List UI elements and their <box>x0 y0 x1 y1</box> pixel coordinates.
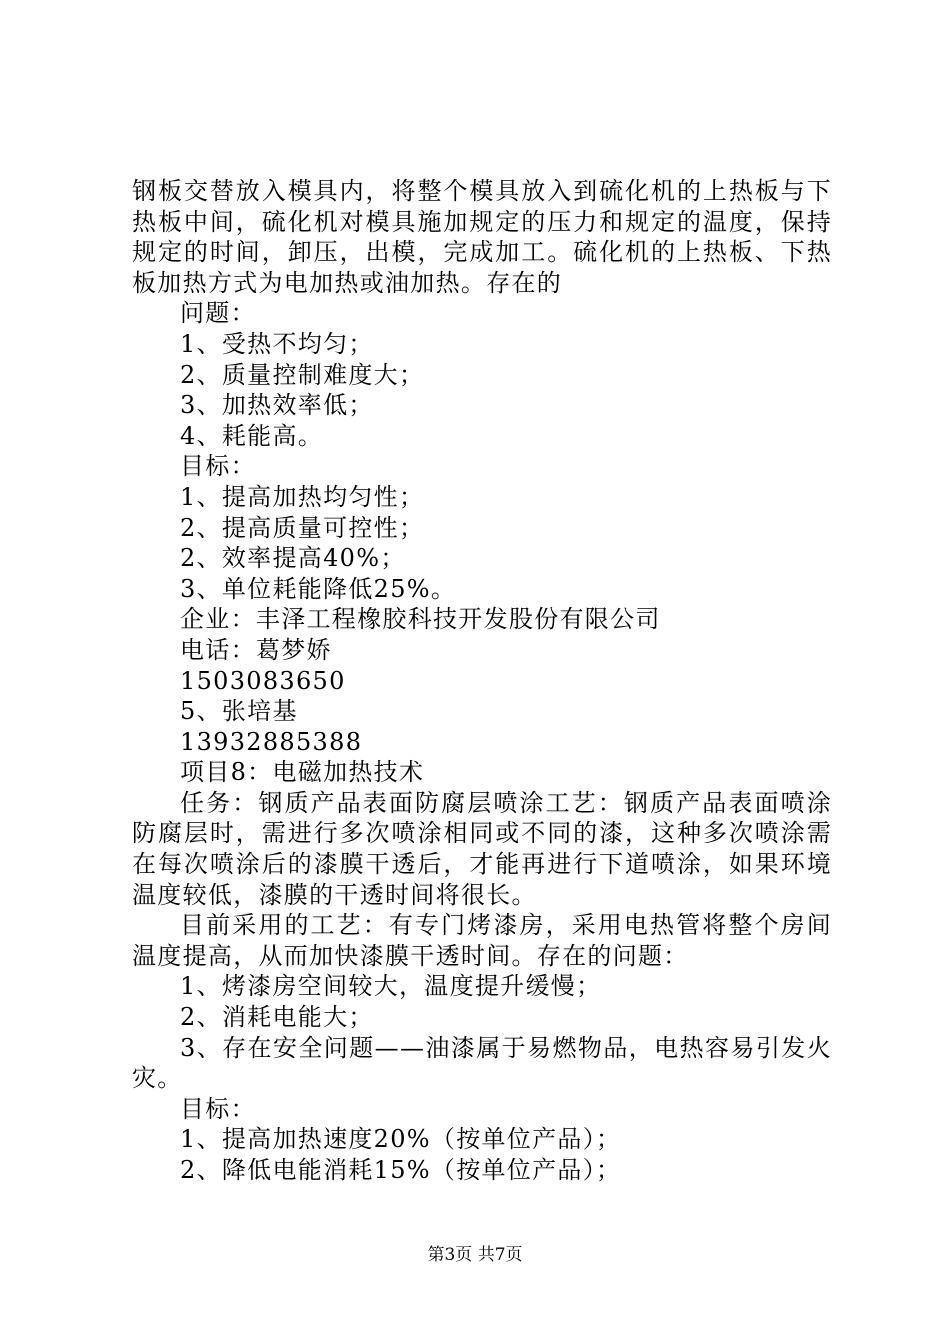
contact-line: 电话：葛梦娇 <box>180 635 332 664</box>
list-item: 1、提高加热速度20%（按单位产品）； <box>180 1125 622 1154</box>
list-item: 3、单位耗能降低25%。 <box>180 574 457 603</box>
section-label: 问题： <box>180 299 256 328</box>
text-line: 灾。 <box>132 1064 183 1093</box>
list-item: 2、提高质量可控性； <box>180 513 425 542</box>
text-line: 钢板交替放入模具内，将整个模具放入到硫化机的上热板与下 <box>132 177 832 205</box>
text-line: 在每次喷涂后的漆膜干透后，才能再进行下道喷涂，如果环境 <box>132 850 832 879</box>
project-heading: 项目8：电磁加热技术 <box>180 758 425 787</box>
list-item: 1、受热不均匀； <box>180 329 374 358</box>
text-line: 热板中间，硫化机对模具施加规定的压力和规定的温度，保持 <box>132 207 832 236</box>
text-line: 温度较低，漆膜的干透时间将很长。 <box>132 880 537 909</box>
text-line: 目前采用的工艺：有专门烤漆房，采用电热管将整个房间 <box>180 911 832 940</box>
text-line: 板加热方式为电加热或油加热。存在的 <box>132 268 563 297</box>
text-line: 温度提高，从而加快漆膜干透时间。存在的问题： <box>132 941 689 970</box>
list-item: 2、消耗电能大； <box>180 1003 374 1032</box>
contact-line: 5、张培基 <box>180 697 298 726</box>
list-item: 4、耗能高。 <box>180 421 324 450</box>
page-number: 第3页 共7页 <box>427 1245 523 1265</box>
list-item: 2、效率提高40%； <box>180 544 406 573</box>
document-body <box>132 176 832 1186</box>
section-label: 目标： <box>180 452 256 481</box>
list-item: 3、存在安全问题——油漆属于易燃物品，电热容易引发火 <box>180 1033 832 1062</box>
list-item: 2、降低电能消耗15%（按单位产品）； <box>180 1156 622 1184</box>
text-line: 防腐层时，需进行多次喷涂相同或不同的漆，这种多次喷涂需 <box>132 819 832 848</box>
list-item: 2、质量控制难度大； <box>180 360 425 389</box>
company-line: 企业：丰泽工程橡胶科技开发股份有限公司 <box>180 605 661 634</box>
text-line: 任务：钢质产品表面防腐层喷涂工艺：钢质产品表面喷涂 <box>180 788 832 817</box>
phone-number: 1503083650 <box>180 666 346 695</box>
list-item: 3、加热效率低； <box>180 391 374 420</box>
phone-number: 13932885388 <box>180 727 363 756</box>
list-item: 1、提高加热均匀性； <box>180 482 425 511</box>
list-item: 1、烤漆房空间较大，温度提升缓慢； <box>180 972 602 1001</box>
text-line: 规定的时间，卸压，出模，完成加工。硫化机的上热板、下热 <box>132 238 832 267</box>
section-label: 目标： <box>180 1094 256 1123</box>
